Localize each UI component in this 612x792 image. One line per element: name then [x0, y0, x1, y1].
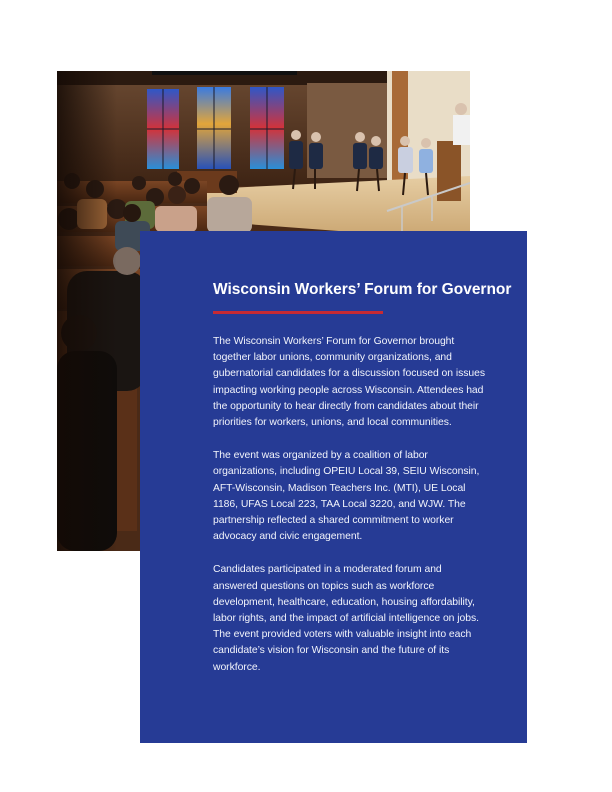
article-paragraph-organizers: The event was organized by a coalition of labor organizations, including OPEIU Local 39, SEIU Wisconsin, AFT-Wisconsin, Madison Teachers Inc. (MTI), UE Local 1186, UFAS Local 223, TAA Local 3220, and WJW. The partnership reflected a shared commitment to worker advocacy and civic engagement.: [213, 450, 480, 543]
article-title: Wisconsin Workers’ Forum for Governor: [213, 281, 512, 298]
article-paragraph-topics: Candidates participated in a moderated forum and answered questions on topics such as workforce development, healthcare, education, housing affordability, labor rights, and the impact of artificial intelligence on jobs. The event provided voters with valuable insight into each candidate’s vision for Wisconsin and the future of its workforce.: [213, 564, 479, 673]
title-underline: [213, 311, 383, 314]
article-paragraph-intro: The Wisconsin Workers’ Forum for Governor brought together labor unions, community organizations, and gubernatorial candidates for a discussion focused on issues impacting working people across Wisconsin. Attendees had the opportunity to hear directly from candidates about their priorities for workers, unions, and local communities.: [213, 336, 485, 429]
article-panel: [140, 231, 527, 743]
